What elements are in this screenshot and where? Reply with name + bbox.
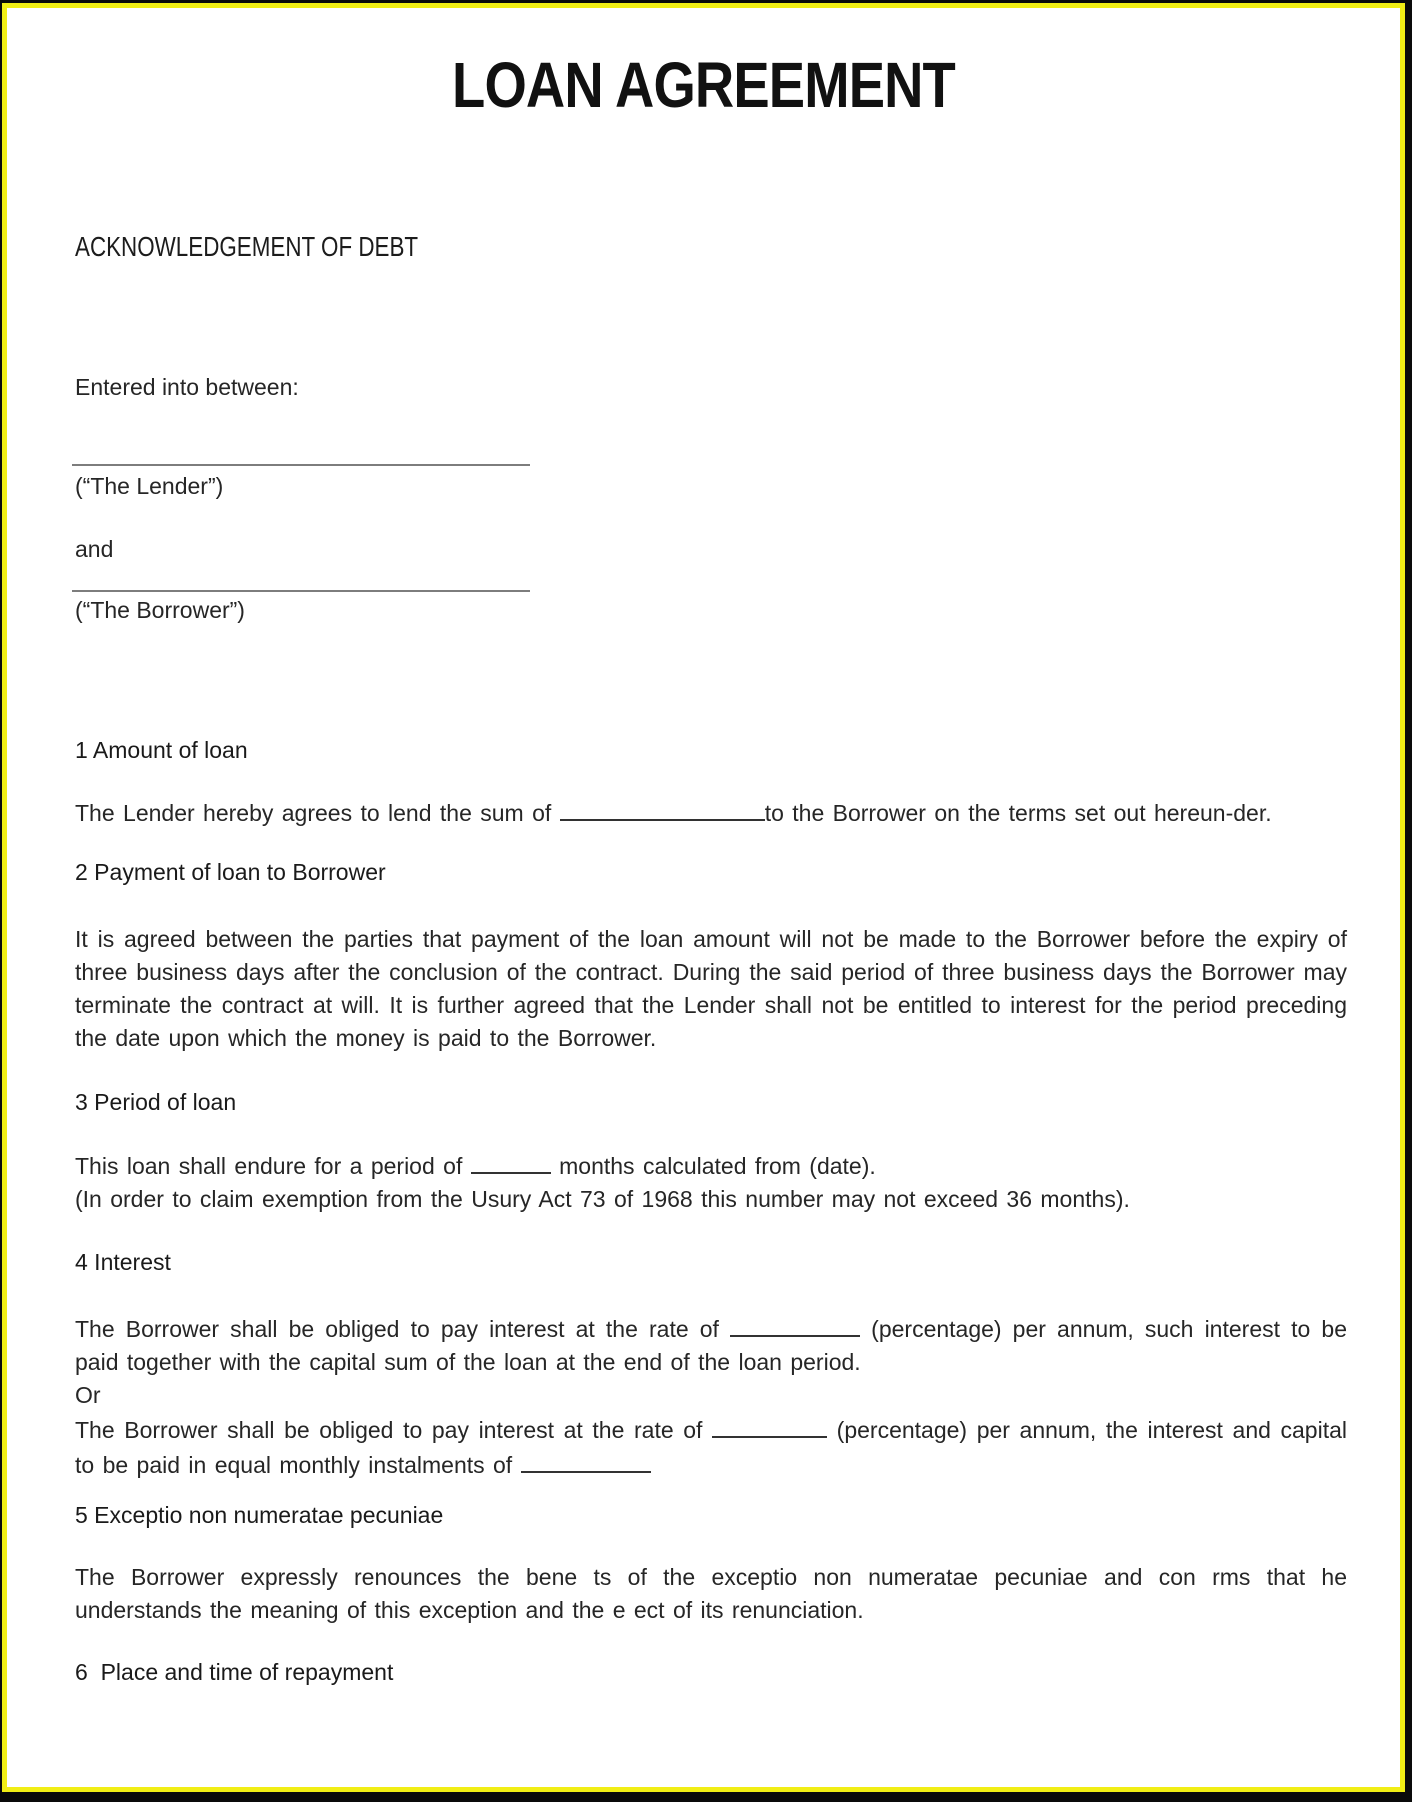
- borrower-label: (“The Borrower”): [75, 597, 245, 623]
- section-4-heading: 4 Interest: [75, 1249, 171, 1275]
- document-title: LOAN AGREEMENT: [452, 49, 955, 121]
- section-3-line1-post: months calculated from (date).: [550, 1153, 876, 1179]
- section-6-heading: 6 Place and time of repayment: [75, 1659, 394, 1685]
- borrower-signature-line: [72, 590, 530, 592]
- section-2-body: It is agreed between the parties that payment of the loan amount will not be made to the Borrower before the expiry of three business days after the conclusion of the contract. During the said period of three business days the Borrower may terminate the contract at will. It is further agreed that the Lender shall not be entitled to interest for the period preceding the date upon which the money is paid to the Borrower.: [75, 926, 1347, 1051]
- section-4-option1-pre: The Borrower shall be obliged to pay interest at the rate of: [75, 1316, 731, 1342]
- loan-amount-blank: [560, 795, 765, 821]
- interest-rate-blank-2: [712, 1412, 827, 1438]
- section-1-text-pre: The Lender hereby agrees to lend the sum of: [75, 800, 560, 826]
- section-4-option2-pre: The Borrower shall be obliged to pay interest at the rate of: [75, 1417, 713, 1443]
- section-1-heading: 1 Amount of loan: [75, 737, 248, 763]
- section-5-body: The Borrower expressly renounces the bene ts of the exceptio non numeratae pecuniae and con rms that he understands the meaning of this exception and the e ect of its renunciation.: [75, 1564, 1347, 1623]
- instalments-blank: [521, 1447, 651, 1473]
- section-3-body: [75, 1148, 1347, 1216]
- section-1-body: [75, 795, 1347, 830]
- section-2-heading: 2 Payment of loan to Borrower: [75, 859, 386, 885]
- section-4-option2-mid: (percentage) per annum, the interest and capital to be paid in equal monthly instalments of: [75, 1417, 1347, 1478]
- section-3-heading: 3 Period of loan: [75, 1089, 237, 1115]
- section-4-option1-post: (percentage) per annum, such interest to be paid together with the capital sum of the loan at the end of the loan period.: [75, 1316, 1347, 1375]
- section-4-or-label: Or: [75, 1382, 101, 1408]
- parties-intro: Entered into between:: [75, 374, 299, 400]
- interest-rate-blank-1: [730, 1311, 860, 1337]
- section-3-line2: (In order to claim exemption from the Usury Act 73 of 1968 this number may not exceed 36 months).: [75, 1186, 1130, 1212]
- and-label: and: [75, 536, 114, 562]
- section-5-heading: 5 Exceptio non numeratae pecuniae: [75, 1502, 444, 1528]
- document-subtitle: ACKNOWLEDGEMENT OF DEBT: [75, 231, 419, 262]
- section-4-body: [75, 1311, 1347, 1482]
- section-3-line1-pre: This loan shall endure for a period of: [75, 1153, 471, 1179]
- lender-label: (“The Lender”): [75, 473, 224, 499]
- document-page: [2, 3, 1405, 1792]
- loan-period-blank: [471, 1148, 551, 1174]
- lender-signature-line: [72, 464, 530, 466]
- section-1-text-post: to the Borrower on the terms set out hereun-der.: [764, 800, 1272, 826]
